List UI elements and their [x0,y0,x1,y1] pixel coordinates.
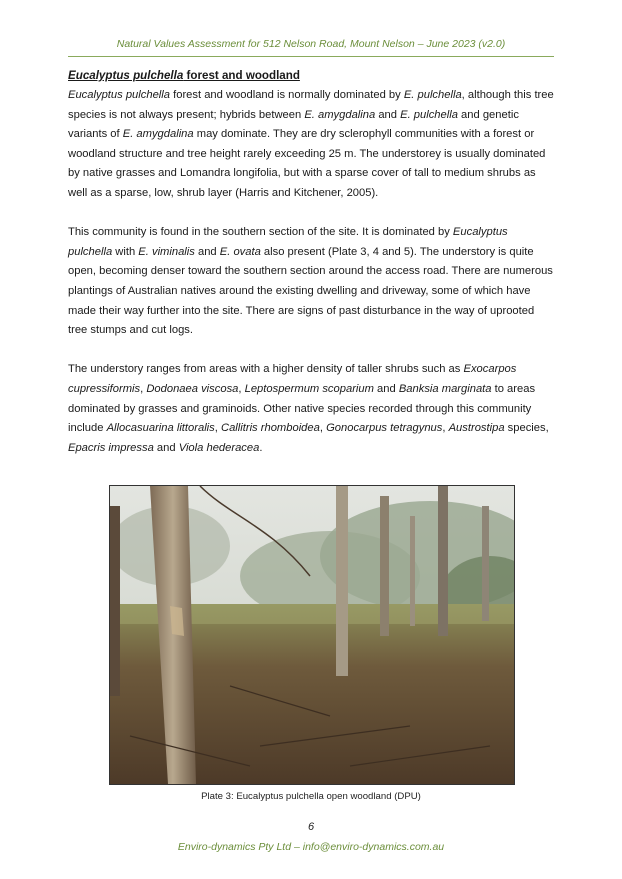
text-run: , [238,382,245,395]
text-run: and [373,382,399,395]
italic-text: Leptospermum scoparium [244,382,374,395]
italic-text: E. pulchella [403,89,462,101]
text-run: This community is found in the southern section of the site. It is dominated by [68,226,453,239]
page-header: Natural Values Assessment for 512 Nelson Road, Mount Nelson – June 2023 (v2.0) [116,38,506,50]
page-number: 6 [307,821,315,833]
text-run: with [112,245,139,258]
text-run: , [319,422,327,435]
woodland-photo-illustration [110,486,514,784]
italic-text: E. ovata [219,245,261,258]
section-heading-italic: Eucalyptus pulchella [68,69,184,82]
italic-text: Dodonaea viscosa [146,382,239,395]
italic-text: Exocarpos cupressiformis [68,363,517,395]
text-run: , [214,422,221,435]
text-run: , [140,382,147,395]
header-divider [68,56,554,57]
italic-text: E. amygdalina [122,128,194,141]
text-run: . [259,441,263,454]
paragraph [68,86,554,204]
italic-text: Viola hederacea [178,441,260,454]
main-content [68,66,554,478]
italic-text: E. viminalis [138,245,195,258]
italic-text: Banksia marginata [398,382,492,395]
text-run: may dominate. They are dry sclerophyll communities with a forest or woodland structure and tree height rarely exceeding 25 m. The understorey is usually dominated by native grasses and Lomandra longifolia, but with a sparse cover of tall to medium shrubs as well as a sparse, low, shrub layer (Harris and Kitchener, 2005). [68,128,546,199]
figure-caption: Plate 3: Eucalyptus pulchella open woodland (DPU) [201,791,421,802]
text-run: and [153,441,179,454]
italic-text: Eucalyptus pulchella [68,89,170,101]
text-run: , [442,422,449,435]
italic-text: Epacris impressa [68,441,154,454]
text-run: also present (Plate 3, 4 and 5). The understory is quite open, becoming denser toward the southern section around the access road. There are numerous plantings of Australian natives around the existing dwelling and driveway, some of which have made their way further into the site. There are signs of past disturbance in the way of uprooted tree stumps and cut logs. [68,245,553,337]
italic-text: Callitris rhomboidea [220,422,320,435]
italic-text: E. amygdalina [304,108,376,121]
text-run: and genetic variants of [68,108,519,141]
text-run: and [375,108,401,121]
woodland-photo [109,485,515,785]
italic-text: Austrostipa [448,422,505,435]
page-footer: Enviro-dynamics Pty Ltd – info@enviro-dynamics.com.au [177,841,445,853]
text-run: to areas dominated by grasses and graminoids. Other native species recorded through this community include [68,382,536,435]
text-run: , although this tree species is not always present; hybrids between [68,89,554,121]
paragraph [68,223,554,341]
text-run: The understory ranges from areas with a higher density of taller shrubs such as [68,363,464,376]
section-heading [68,66,554,86]
italic-text: E. pulchella [400,108,458,121]
text-run: forest and woodland is normally dominated by [170,89,404,101]
italic-text: Gonocarpus tetragynus [326,422,443,435]
section-heading-rest: forest and woodland [183,69,300,82]
text-run: and [194,245,220,258]
text-run: species, [504,422,549,435]
italic-text: Allocasuarina littoralis [106,422,215,435]
italic-text: Eucalyptus pulchella [68,226,508,258]
paragraph [68,360,554,458]
